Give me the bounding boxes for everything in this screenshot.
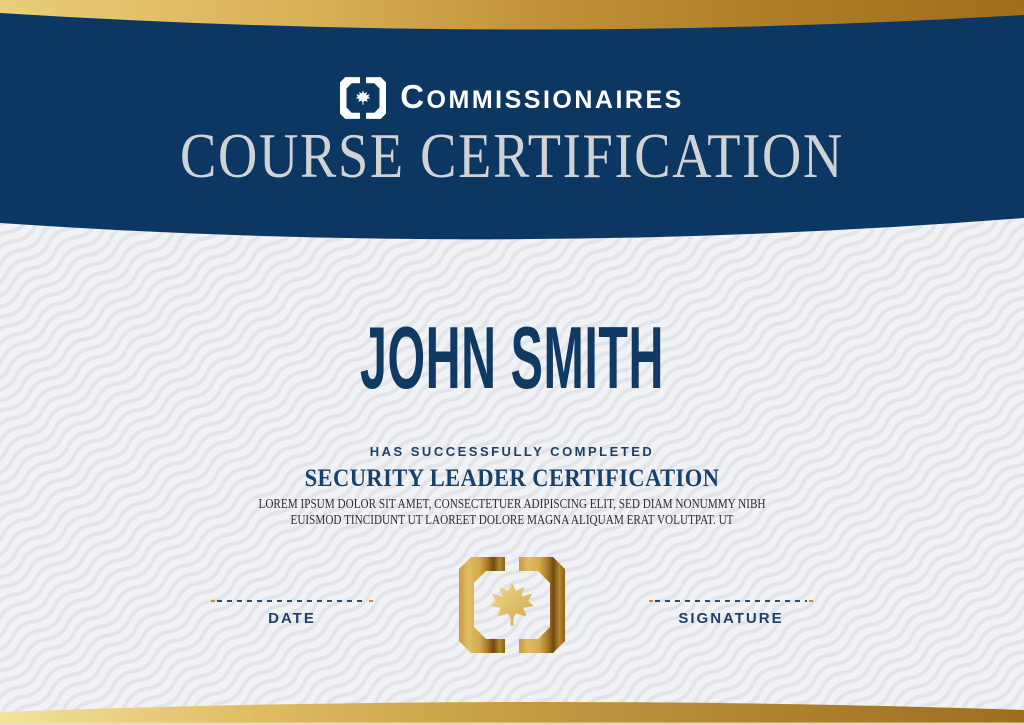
- recipient-name: JOHN SMITH: [360, 308, 664, 407]
- date-block: [217, 600, 367, 627]
- gold-seal-maple-leaf-emblem: [459, 557, 565, 653]
- gold-dot-icon: [369, 600, 373, 602]
- description-line-1: LOREM IPSUM DOLOR SIT AMET, CONSECTETUER ADIPISCING ELIT, SED DIAM NONUMMY NIBH: [258, 497, 766, 512]
- gold-dot-icon: [649, 600, 653, 602]
- signature-block: [655, 600, 807, 627]
- course-name: SECURITY LEADER CERTIFICATION: [304, 465, 720, 492]
- gold-dot-icon: [211, 600, 215, 602]
- bottom-gold-band: [0, 693, 1024, 725]
- brand-row: [0, 74, 1024, 122]
- signature-label: SIGNATURE: [678, 610, 784, 627]
- gold-dot-icon: [809, 600, 813, 602]
- dashed-line: [655, 600, 807, 602]
- description-line-2: EUISMOD TINCIDUNT UT LAOREET DOLORE MAGNA ALIQUAM ERAT VOLUTPAT. UT: [290, 513, 734, 528]
- course-description: [102, 497, 921, 529]
- completion-text: HAS SUCCESSFULLY COMPLETED: [369, 444, 655, 459]
- signature-line: [655, 600, 807, 602]
- date-label: DATE: [268, 610, 316, 627]
- brand-name: [400, 73, 684, 124]
- brand-rest: OMMISSIONAIRES: [426, 85, 684, 114]
- date-line: [217, 600, 367, 602]
- dashed-line: [217, 600, 367, 602]
- commissionaires-logo-icon: [340, 77, 386, 119]
- certificate-title: COURSE CERTIFICATION: [180, 120, 844, 191]
- brand-initial: C: [400, 77, 427, 115]
